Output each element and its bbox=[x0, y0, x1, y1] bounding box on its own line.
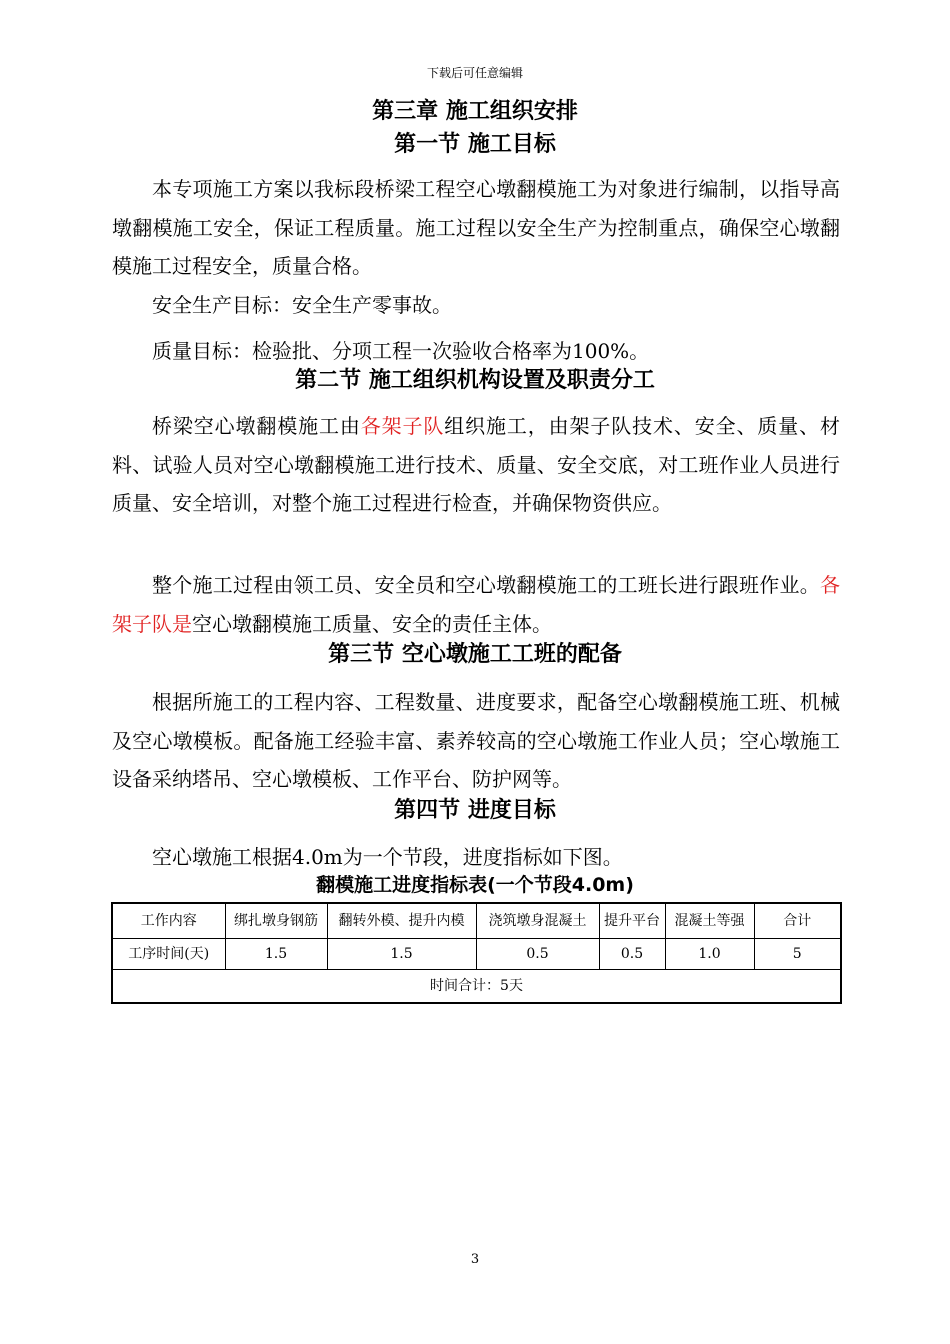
table-header-cell: 提升平台 bbox=[599, 903, 665, 939]
section-1-paragraph-2: 安全生产目标：安全生产零事故。 bbox=[152, 293, 452, 317]
chapter-title: 第三章 施工组织安排 bbox=[372, 99, 578, 124]
table-header-cell: 工作内容 bbox=[112, 903, 225, 939]
table-cell: 1.5 bbox=[225, 939, 327, 970]
section-2-paragraph-1 bbox=[112, 407, 840, 523]
paragraph-text: 整个施工过程由领工员、安全员和空心墩翻模施工的工班长进行跟班作业。 bbox=[152, 573, 820, 597]
paragraph-text: 组织施工，由架子队技术、安全、质量、材料、试验人员对空心墩翻模施工进行技术、质量、安全交底，对工班作业人员进行质量、安全培训，对整个施工过程进行检查，并确保物资供应。 bbox=[112, 414, 840, 515]
table-cell: 工序时间(天) bbox=[112, 939, 225, 970]
table-header-cell: 翻转外模、提升内模 bbox=[327, 903, 476, 939]
table-cell: 1.0 bbox=[665, 939, 754, 970]
section-3-paragraph-1: 根据所施工的工程内容、工程数量、进度要求，配备空心墩翻模施工班、机械及空心墩模板。配备施工经验丰富、素养较高的空心墩施工作业人员；空心墩施工设备采纳塔吊、空心墩模板、工作平台、防护网等。 bbox=[112, 690, 840, 791]
paragraph-text: 空心墩翻模施工质量、安全的责任主体。 bbox=[192, 611, 552, 636]
section-1-paragraph-1: 本专项施工方案以我标段桥梁工程空心墩翻模施工为对象进行编制，以指导高墩翻模施工安全，保证工程质量。施工过程以安全生产为控制重点，确保空心墩翻模施工过程安全，质量合格。 bbox=[112, 177, 840, 278]
table-header-cell: 绑扎墩身钢筋 bbox=[225, 903, 327, 939]
page-header: 下载后可任意编辑 bbox=[426, 66, 523, 80]
table-header-cell: 浇筑墩身混凝土 bbox=[476, 903, 599, 939]
section-4-paragraph-1: 空心墩施工根据4.0m为一个节段，进度指标如下图。 bbox=[152, 845, 623, 869]
page-number: 3 bbox=[470, 1252, 480, 1267]
section-1-title: 第一节 施工目标 bbox=[394, 132, 556, 157]
section-2-paragraph-2 bbox=[112, 566, 840, 643]
table-header-row bbox=[112, 903, 841, 939]
table-total-row bbox=[112, 970, 841, 1004]
table-cell: 5 bbox=[754, 939, 841, 970]
table-row bbox=[112, 939, 841, 970]
table-header-cell: 混凝土等强 bbox=[665, 903, 754, 939]
table-cell: 0.5 bbox=[599, 939, 665, 970]
schedule-table bbox=[111, 902, 842, 1004]
table-total-cell: 时间合计：5天 bbox=[112, 970, 841, 1004]
section-4-title: 第四节 进度目标 bbox=[394, 798, 556, 823]
table-cell: 0.5 bbox=[476, 939, 599, 970]
section-1-paragraph-3: 质量目标：检验批、分项工程一次验收合格率为100%。 bbox=[152, 339, 650, 363]
table-cell: 1.5 bbox=[327, 939, 476, 970]
table-title: 翻模施工进度指标表(一个节段4.0m) bbox=[316, 874, 634, 896]
paragraph-text: 桥梁空心墩翻模施工由 bbox=[152, 414, 361, 438]
table-header-cell: 合计 bbox=[754, 903, 841, 939]
highlight-text: 各架子队是 bbox=[112, 573, 840, 636]
section-2-title: 第二节 施工组织机构设置及职责分工 bbox=[295, 368, 655, 393]
highlight-text: 各架子队 bbox=[360, 414, 445, 438]
section-3-title: 第三节 空心墩施工工班的配备 bbox=[328, 642, 622, 667]
